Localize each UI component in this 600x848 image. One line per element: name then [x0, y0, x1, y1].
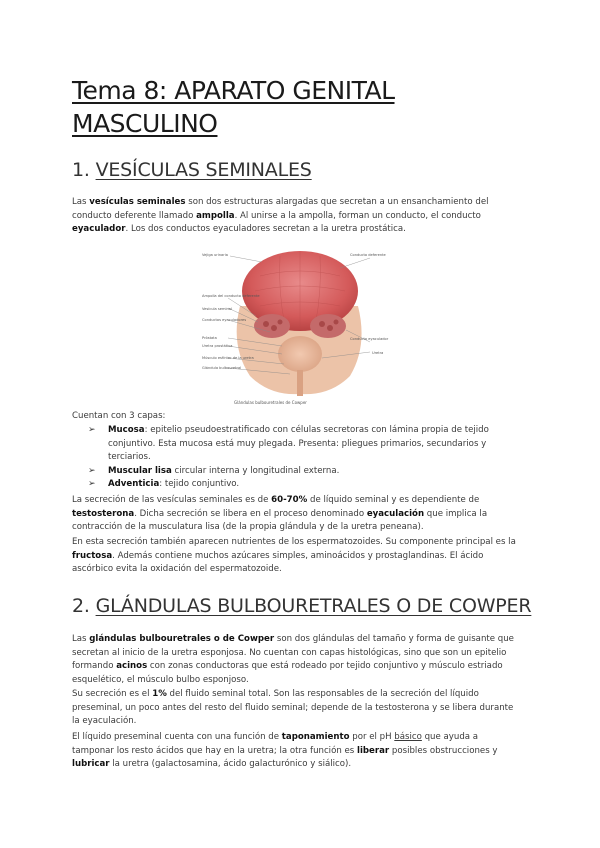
text-run: . Dicha secreción se libera en el proceso denominado — [134, 508, 367, 519]
text-run: que ayuda a tamponar los resto ácidos que hay en la uretra; la otra función es — [72, 732, 479, 756]
fig-label: Glándula bulbouretral — [202, 366, 242, 370]
anatomy-illustration — [200, 246, 400, 408]
section-2-para-3 — [72, 731, 522, 772]
bullet-text: circular interna y longitudinal externa. — [171, 465, 340, 476]
layers-list — [88, 424, 518, 492]
text-run: posibles obstrucciones y — [389, 745, 498, 756]
term-percent: 60-70% — [271, 495, 308, 505]
link-basico[interactable]: básico — [394, 732, 422, 742]
text-run: En esta secreción también aparecen nutrientes de los espermatozoides. Su componente principal es la — [72, 537, 516, 547]
text-run: . Además contiene muchos azúcares simples, aminoácidos y prostaglandinas. El ácido ascórbico evita la oxidación del espermatozoide. — [72, 550, 484, 575]
text-run: La secreción de las vesículas seminales es de — [72, 495, 272, 505]
fig-label: Uretra — [372, 351, 384, 355]
arrow-bullet-icon: ➢ — [88, 465, 96, 476]
term-cowper: glándulas bulbouretrales o de Cowper — [89, 634, 275, 644]
section-2-para-1 — [72, 633, 522, 687]
fig-label: Conducto eyaculador — [350, 337, 389, 341]
fig-label: Conducto deferente — [350, 253, 386, 257]
fig-label: Conductos eyaculadores — [202, 318, 247, 322]
text-run: la uretra (galactosamina, ácido galacturónico y siálico). — [109, 759, 352, 770]
prostate-shape — [278, 336, 322, 372]
text-run: Su secreción es el — [72, 689, 153, 699]
list-item — [88, 424, 518, 465]
arrow-bullet-icon: ➢ — [88, 479, 96, 490]
fig-label: Próstata — [202, 336, 217, 340]
fig-label: Vejiga urinaria — [202, 253, 228, 257]
text-run: con zonas conductoras que está rodeado por tejido conjuntivo y músculo estriado esquelético, el músculo bulbo esponjoso. — [72, 661, 503, 685]
list-item — [88, 465, 518, 479]
text-run: que implica la contracción de la musculatura lisa (de la propia glándula y de la uretra peneana). — [72, 508, 488, 533]
text-run: Las — [72, 197, 90, 207]
list-item — [88, 478, 518, 492]
layers-intro: Cuentan con 3 capas: — [72, 411, 166, 421]
figure-caption: Glándulas bulbouretrales de Cowper — [234, 400, 307, 405]
arrow-bullet-icon: ➢ — [88, 425, 96, 435]
urethra-shape — [297, 370, 303, 396]
term-fructosa: fructosa — [72, 550, 113, 561]
bullet-text: : epitelio pseudoestratificado con células secretoras con lámina propia de tejido conjuntivo. Esta mucosa está muy plegada. Presenta: pliegues primarios, secundarios y terciarios. — [108, 425, 489, 463]
section-2-heading — [72, 594, 531, 618]
term-taponamiento: taponamiento — [281, 732, 350, 742]
bullet-term: Mucosa — [108, 425, 145, 435]
section-2-title: GLÁNDULAS BULBOURETRALES O DE COWPER — [95, 595, 532, 617]
bullet-term: Adventicia — [108, 479, 160, 490]
section-1-title: VESÍCULAS SEMINALES — [95, 159, 312, 181]
section-2-number: 2. — [72, 595, 90, 617]
term-testosterona: testosterona — [72, 508, 135, 519]
term-eyaculador: eyaculador — [72, 224, 126, 235]
text-run: de líquido seminal y es dependiente de — [307, 495, 480, 505]
text-run: por el pH — [349, 732, 395, 742]
text-run: . Al unirse a la ampolla, forman un conducto, el conducto — [234, 210, 481, 221]
text-run: Las — [72, 634, 90, 644]
term-eyaculacion: eyaculación — [366, 508, 425, 519]
term-acinos: acinos — [116, 661, 148, 672]
section-1-intro — [72, 196, 522, 237]
fig-label: Ampolla del conducto deferente — [202, 294, 260, 298]
section-2-para-2 — [72, 688, 522, 729]
term-liberar: liberar — [357, 745, 390, 756]
page-title: Tema 8: APARATO GENITAL MASCULINO — [72, 76, 395, 138]
fig-label: Músculo esfínter de la uretra — [202, 356, 254, 360]
text-run: El líquido preseminal cuenta con una función de — [72, 732, 282, 742]
term-ampolla: ampolla — [196, 210, 235, 221]
section-1-para-3 — [72, 536, 522, 577]
text-run: son dos glándulas del tamaño y forma de guisante que secretan al inicio de la uretra esponjosa. No cuentan con capas histológicas, sino que son un epitelio formando — [72, 634, 514, 672]
bullet-term: Muscular lisa — [108, 465, 172, 476]
fig-label: Uretra prostática — [202, 344, 233, 348]
section-1-heading — [72, 158, 312, 182]
term-lubricar: lubricar — [72, 759, 110, 770]
fig-label: Vesícula seminal — [202, 307, 232, 311]
text-run: son dos estructuras alargadas que secretan a un ensanchamiento del conducto deferente llamado — [72, 197, 489, 221]
term-one-percent: 1% — [152, 689, 167, 699]
bullet-text: : tejido conjuntivo. — [159, 479, 240, 490]
text-run: del fluido seminal total. Son las responsables de la secreción del líquido preseminal, un poco antes del resto del fluido seminal; depende de la testosterona y se libera durante la eyaculación. — [72, 689, 514, 727]
section-1-para-2 — [72, 494, 522, 535]
text-run: . Los dos conductos eyaculadores secretan a la uretra prostática. — [125, 224, 406, 235]
section-1-number: 1. — [72, 159, 90, 181]
term-vesiculas: vesículas seminales — [89, 197, 186, 207]
